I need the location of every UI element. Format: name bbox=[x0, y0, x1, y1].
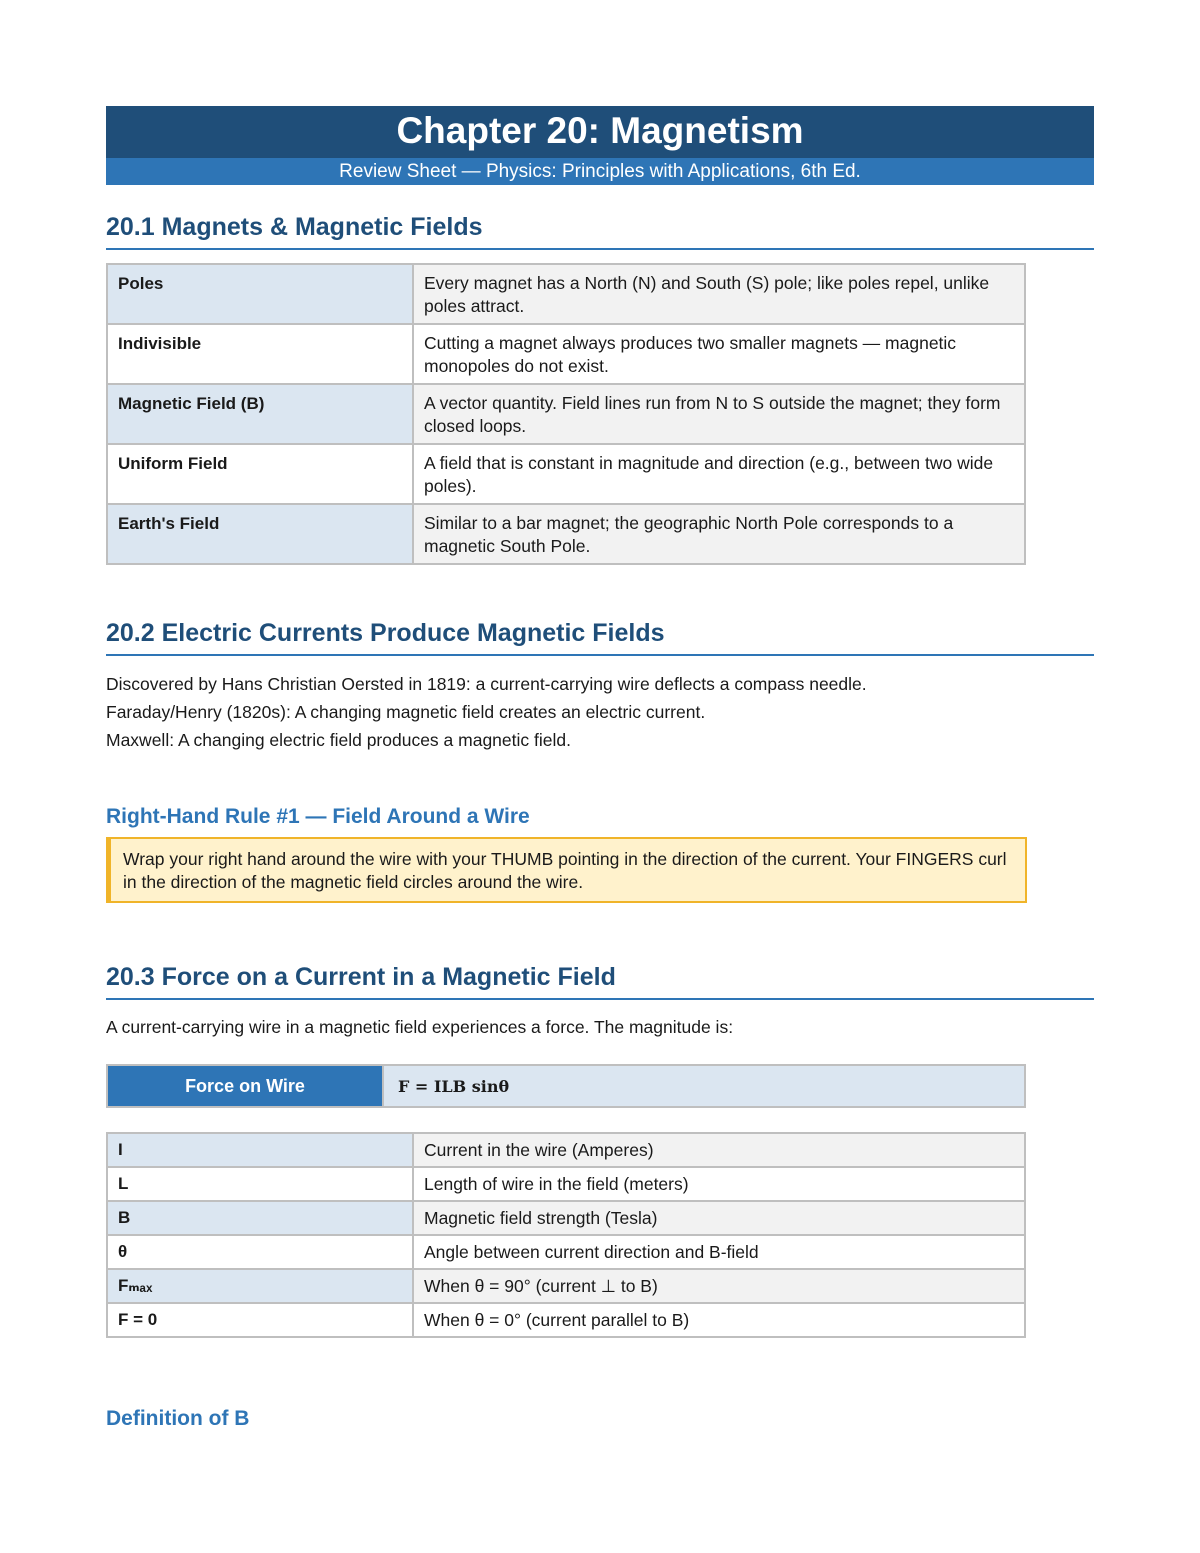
description-cell: Cutting a magnet always produces two smaller magnets — magnetic monopoles do not exist. bbox=[413, 324, 1025, 384]
section-heading-20-3: 20.3 Force on a Current in a Magnetic Field bbox=[106, 963, 1094, 1000]
table-row bbox=[107, 324, 1025, 384]
meaning-cell: Magnetic field strength (Tesla) bbox=[413, 1201, 1025, 1235]
subheading-right-hand-rule: Right-Hand Rule #1 — Field Around a Wire bbox=[106, 805, 530, 828]
table-row bbox=[107, 504, 1025, 564]
force-intro: A current-carrying wire in a magnetic field experiences a force. The magnitude is: bbox=[106, 1017, 734, 1037]
symbol-cell: B bbox=[107, 1201, 413, 1235]
symbol-cell: θ bbox=[107, 1235, 413, 1269]
table-row bbox=[107, 1167, 1025, 1201]
table-row bbox=[107, 1303, 1025, 1337]
table-row bbox=[107, 1201, 1025, 1235]
term-cell: Poles bbox=[107, 264, 413, 324]
symbol-cell: L bbox=[107, 1167, 413, 1201]
section-heading-20-2: 20.2 Electric Currents Produce Magnetic Fields bbox=[106, 619, 1094, 656]
table-row bbox=[107, 264, 1025, 324]
description-cell: A vector quantity. Field lines run from N to S outside the magnet; they form closed loops. bbox=[413, 384, 1025, 444]
description-cell: Similar to a bar magnet; the geographic North Pole corresponds to a magnetic South Pole. bbox=[413, 504, 1025, 564]
section-heading-20-1: 20.1 Magnets & Magnetic Fields bbox=[106, 213, 1094, 250]
title-banner bbox=[106, 106, 1094, 185]
table-row bbox=[107, 1269, 1025, 1303]
paragraph-line: Maxwell: A changing electric field produces a magnetic field. bbox=[106, 730, 571, 750]
magnets-definitions-table bbox=[106, 263, 1026, 565]
history-paragraph bbox=[106, 670, 1094, 754]
term-cell: Earth's Field bbox=[107, 504, 413, 564]
symbol-cell: I bbox=[107, 1133, 413, 1167]
table-row bbox=[107, 1235, 1025, 1269]
formula-label: Force on Wire bbox=[107, 1065, 383, 1107]
term-cell: Magnetic Field (B) bbox=[107, 384, 413, 444]
right-hand-rule-callout: Wrap your right hand around the wire with your THUMB pointing in the direction of the current. Your FINGERS curl in the direction of the magnetic field circles around the wire. bbox=[106, 837, 1027, 903]
page-subtitle: Review Sheet — Physics: Principles with Applications, 6th Ed. bbox=[106, 158, 1094, 185]
meaning-cell: When θ = 0° (current parallel to B) bbox=[413, 1303, 1025, 1337]
meaning-cell: When θ = 90° (current ⊥ to B) bbox=[413, 1269, 1025, 1303]
symbol-cell: Fₘₐₓ bbox=[107, 1269, 413, 1303]
paragraph-line: Faraday/Henry (1820s): A changing magnetic field creates an electric current. bbox=[106, 702, 706, 722]
subheading-definition-of-b: Definition of B bbox=[106, 1407, 250, 1430]
symbol-cell: F = 0 bbox=[107, 1303, 413, 1337]
table-row bbox=[107, 384, 1025, 444]
description-cell: A field that is constant in magnitude and direction (e.g., between two wide poles). bbox=[413, 444, 1025, 504]
formula-expression: F = ILB sinθ bbox=[383, 1065, 1025, 1107]
paragraph-line: Discovered by Hans Christian Oersted in 1819: a current-carrying wire deflects a compass needle. bbox=[106, 674, 867, 694]
meaning-cell: Current in the wire (Amperes) bbox=[413, 1133, 1025, 1167]
meaning-cell: Angle between current direction and B-field bbox=[413, 1235, 1025, 1269]
variables-table bbox=[106, 1132, 1026, 1338]
term-cell: Uniform Field bbox=[107, 444, 413, 504]
description-cell: Every magnet has a North (N) and South (S) pole; like poles repel, unlike poles attract. bbox=[413, 264, 1025, 324]
table-row bbox=[107, 444, 1025, 504]
page-title: Chapter 20: Magnetism bbox=[106, 106, 1094, 158]
term-cell: Indivisible bbox=[107, 324, 413, 384]
meaning-cell: Length of wire in the field (meters) bbox=[413, 1167, 1025, 1201]
table-row bbox=[107, 1133, 1025, 1167]
formula-box bbox=[106, 1064, 1026, 1108]
